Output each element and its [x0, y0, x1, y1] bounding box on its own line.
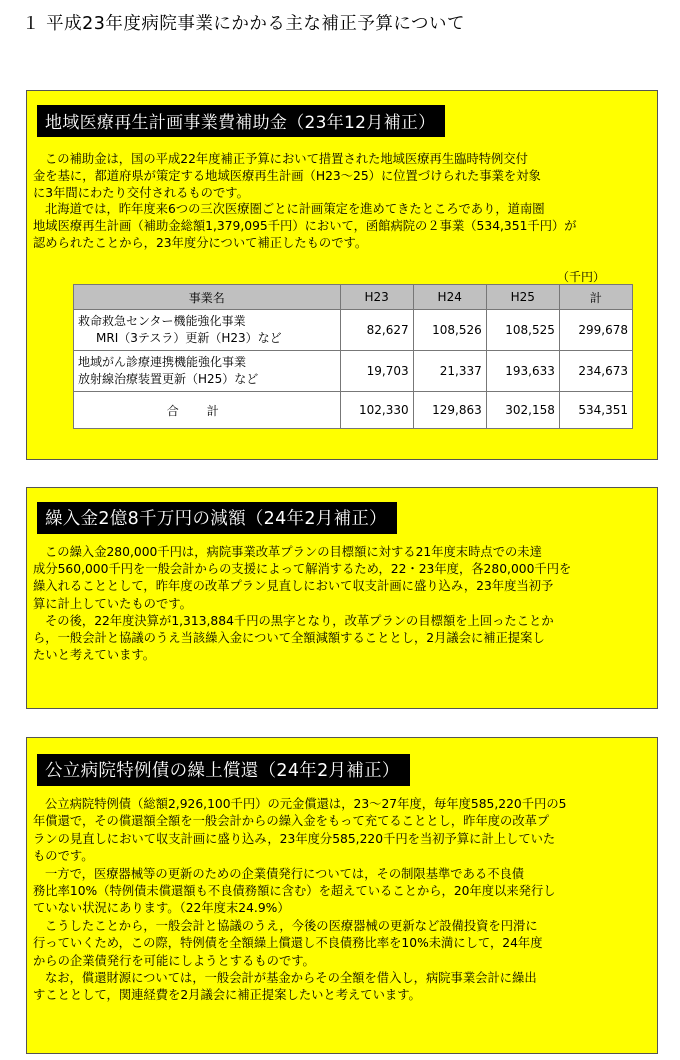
- body-line: ら，一般会計と協議のうえ当該繰入金について全額減額することとし，2月議会に補正提案し: [33, 631, 545, 646]
- body-line: 繰入れることとして，昨年度の改革プラン見直しにおいて収支計画に盛り込み，23年度当初予: [33, 579, 554, 594]
- cell-h24: 108,526: [413, 310, 486, 351]
- body-line: 年償還で，その償還額全額を一般会計からの繰入金をもって充てることとし，昨年度の改革プ: [33, 814, 550, 829]
- project-name-cell: [74, 310, 341, 351]
- total-h24: 129,863: [413, 392, 486, 429]
- body-line: 公立病院特例債（総額2,926,100千円）の元金償還は，23〜27年度，毎年度585,220千円の5: [45, 797, 567, 811]
- body-line: 成分560,000千円を一般会計からの支援によって解消するため，22・23年度，各280,000千円を: [33, 562, 572, 577]
- col-header-project: 事業名: [74, 285, 341, 310]
- cell-h25: 108,525: [486, 310, 559, 351]
- section-regional-medical-subsidy: [26, 90, 658, 460]
- total-label: 合計: [74, 392, 341, 429]
- budget-table: [73, 284, 633, 429]
- table-row: [74, 351, 633, 392]
- body-line: ていない状況にあります。（22年度末24.9%）: [33, 901, 290, 916]
- body-line: 算に計上していたものです。: [33, 596, 192, 611]
- project-detail: MRI（3テスラ）更新（H23）など: [96, 331, 282, 345]
- unit-label: （千円）: [556, 270, 605, 284]
- total-sum: 534,351: [559, 392, 632, 429]
- col-header-total: 計: [559, 285, 632, 310]
- body-line: 認められたことから，23年度分について補正したものです。: [33, 235, 368, 250]
- body-line: ものです。: [33, 849, 94, 864]
- body-line: たいと考えています。: [33, 648, 155, 663]
- body-line: 一方で，医療器械等の更新のための企業債発行については，その制限基準である不良債: [45, 866, 525, 881]
- section-title: 公立病院特例債の繰上償還（24年2月補正）: [37, 754, 410, 786]
- cell-h23: 19,703: [340, 351, 413, 392]
- section-title: 繰入金2億8千万円の減額（24年2月補正）: [37, 502, 397, 534]
- section-bond-early-repayment: [26, 737, 658, 1054]
- col-header-h23: H23: [340, 285, 413, 310]
- body-line: この繰入金280,000千円は，病院事業改革プランの目標額に対する21年度末時点での未達: [45, 545, 542, 559]
- body-line: その後，22年度決算が1,313,884千円の黒字となり，改革プランの目標額を上回ったことか: [45, 613, 554, 628]
- body-line: 務比率10%（特例債未償還額も不良債務額に含む）を超えていることから，20年度以来発行し: [33, 884, 556, 899]
- body-line: に3年間にわたり交付されるものです。: [33, 185, 249, 200]
- total-h23: 102,330: [340, 392, 413, 429]
- col-header-h24: H24: [413, 285, 486, 310]
- table-total-row: [74, 392, 633, 429]
- section-transfer-reduction: [26, 487, 658, 709]
- body-line: からの企業債発行を可能にしようとするものです。: [33, 953, 315, 968]
- body-line: 地域医療再生計画（補助金総額1,379,095千円）において，函館病院の２事業（534,351千円）が: [33, 219, 577, 234]
- body-line: 行っていくため，この際，特例債を全額繰上償還し不良債務比率を10%未満にして，24年度: [33, 936, 543, 951]
- project-name: 救命救急センター機能強化事業: [78, 314, 246, 328]
- table-header-row: [74, 285, 633, 310]
- section-body: [33, 796, 566, 1005]
- body-line: ランの見直しにおいて収支計画に盛り込み，23年度分585,220千円を当初予算に計上していた: [33, 831, 556, 846]
- body-line: なお，償還財源については，一般会計が基金からその全額を借入し，病院事業会計に繰出: [45, 971, 537, 986]
- project-name-cell: [74, 351, 341, 392]
- body-line: この補助金は，国の平成22年度補正予算において措置された地域医療再生臨時特例交付: [45, 152, 528, 166]
- body-line: 金を基に，都道府県が策定する地域医療再生計画（H23〜25）に位置づけられた事業を対象: [33, 168, 541, 183]
- total-h25: 302,158: [486, 392, 559, 429]
- col-header-h25: H25: [486, 285, 559, 310]
- table-row: [74, 310, 633, 351]
- section-body: [33, 544, 571, 664]
- page-title: １ 平成23年度病院事業にかかる主な補正予算について: [22, 14, 465, 34]
- project-detail: 放射線治療装置更新（H25）など: [78, 372, 259, 386]
- cell-total: 299,678: [559, 310, 632, 351]
- section-title: 地域医療再生計画事業費補助金（23年12月補正）: [37, 105, 445, 137]
- project-name: 地域がん診療連携機能強化事業: [78, 355, 247, 369]
- cell-h24: 21,337: [413, 351, 486, 392]
- body-line: こうしたことから，一般会計と協議のうえ，今後の医療器械の更新など設備投資を円滑に: [45, 918, 538, 933]
- body-line: 北海道では，昨年度来6つの三次医療圏ごとに計画策定を進めてきたところであり，道南圏: [45, 202, 545, 217]
- cell-total: 234,673: [559, 351, 632, 392]
- cell-h25: 193,633: [486, 351, 559, 392]
- section-body: [33, 151, 577, 252]
- body-line: すこととして，関連経費を2月議会に補正提案したいと考えています。: [33, 988, 421, 1003]
- cell-h23: 82,627: [340, 310, 413, 351]
